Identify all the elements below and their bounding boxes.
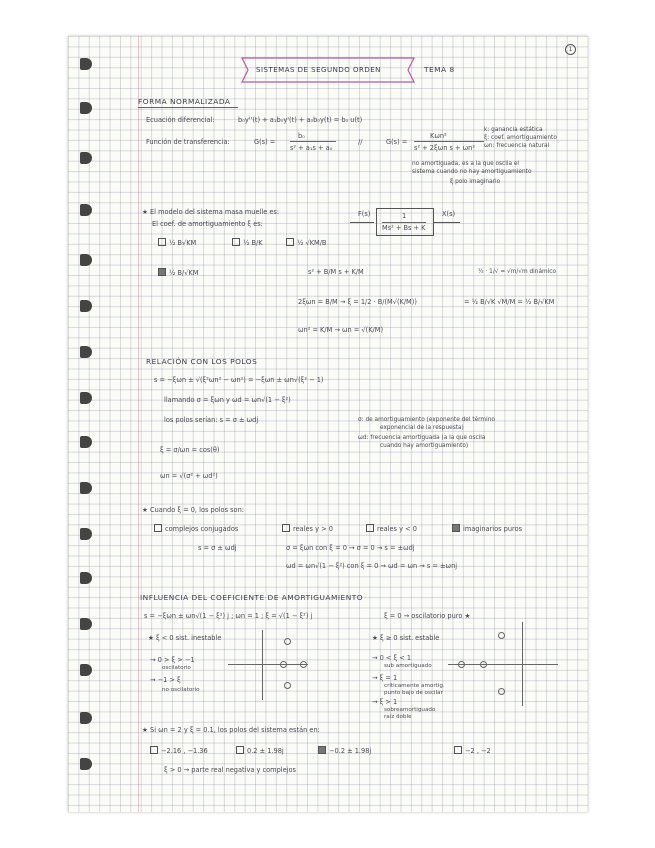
option3-d-label: −2 , −2 — [465, 747, 491, 755]
heading-forma-normalizada: FORMA NORMALIZADA — [138, 97, 231, 106]
binder-hole — [80, 102, 92, 114]
unstable-case-1: → 0 > ξ > −1 — [150, 656, 195, 664]
option-b-label: ½ B/K — [243, 239, 263, 247]
sigma-note-2: exponencial de la respuesta) — [380, 425, 464, 431]
topic-label: TEMA 8 — [424, 65, 455, 74]
option-a[interactable] — [158, 238, 196, 247]
block-numerator: 1 — [402, 212, 407, 220]
page-number: 1 — [565, 44, 576, 55]
fraction-bar — [382, 222, 426, 223]
option-c[interactable] — [286, 238, 326, 247]
option3-b-label: 0.2 ± 1.98j — [247, 747, 284, 755]
binder-hole — [80, 152, 92, 164]
checkbox[interactable] — [286, 238, 294, 246]
option-b[interactable] — [232, 238, 263, 247]
tf-numerator: b₀ — [298, 132, 305, 140]
stable-case-2-note-b: punto bajo de oscilar — [384, 690, 443, 696]
checkbox[interactable] — [154, 524, 162, 532]
heading-underline — [138, 107, 238, 108]
fraction-bar — [414, 141, 484, 142]
unstable-case-2-note: no oscilatorio — [162, 687, 200, 693]
sigma-note: σ: de amortiguamiento (exponente del término — [358, 417, 495, 423]
poles-formula: s = −ξωn ± √(ξ²ωn² − ωn²) = −ξωn ± ωn√(ξ² − 1) — [154, 376, 324, 384]
binder-hole — [80, 346, 92, 358]
binder-hole — [80, 482, 92, 494]
option2-c[interactable] — [366, 524, 417, 533]
block-input: F(s) — [358, 210, 371, 218]
checkbox-checked[interactable] — [318, 746, 326, 754]
option3-c-label: −0.2 ± 1.98j — [329, 747, 372, 755]
fraction-bar — [290, 141, 336, 142]
option2-b[interactable] — [282, 524, 333, 533]
binder-hole — [80, 618, 92, 630]
poles-definitions: llamando σ = ξωn y ωd = ωn√(1 − ξ²) — [164, 396, 291, 404]
pole-marker — [498, 688, 505, 695]
note-wn: ωn: frecuencia natural — [484, 143, 550, 149]
stable-case-3-note-b: raíz doble — [384, 714, 412, 720]
binder-hole — [80, 712, 92, 724]
binder-hole — [80, 436, 92, 448]
checkbox[interactable] — [236, 746, 244, 754]
option2-d[interactable] — [452, 524, 522, 533]
option2-c-label: reales y < 0 — [377, 525, 417, 533]
option2-a-label: complejos conjugados — [165, 525, 239, 533]
binder-hole — [80, 300, 92, 312]
block-denominator: Ms² + Bs + K — [382, 224, 426, 232]
option2-b-label: reales y > 0 — [293, 525, 333, 533]
checkbox-checked[interactable] — [158, 268, 166, 276]
option2-d-label: imaginarios puros — [463, 525, 523, 533]
wn-magnitude: ωn = √(σ² + ωd²) — [160, 472, 218, 480]
stable-case-3: → ξ > 1 — [372, 698, 398, 706]
option3-c[interactable] — [318, 746, 371, 755]
real-axis-left — [228, 664, 308, 665]
pole-marker — [498, 632, 505, 639]
poles-result: los polos serían: s = σ ± ωdj — [164, 416, 259, 424]
note-wn-3: sistema cuando no hay amortiguamiento — [412, 169, 532, 175]
question-2: ★ Cuando ξ = 0, los polos son: — [142, 506, 244, 514]
tf-lhs-2: G(s) = — [386, 138, 408, 146]
binder-hole — [80, 664, 92, 676]
eq-xi: 2ξωn = B/M → ξ = 1/2 · B/(M√(K/M)) — [298, 298, 417, 306]
option2-a[interactable] — [154, 524, 238, 533]
pole-marker — [284, 638, 291, 645]
checkbox[interactable] — [454, 746, 462, 754]
checkbox[interactable] — [232, 238, 240, 246]
xi-cos: ξ = σ/ωn = cos(θ) — [160, 446, 220, 454]
tf-separator: // — [358, 138, 363, 146]
stable-case-2: → ξ = 1 — [372, 674, 398, 682]
binder-hole — [80, 254, 92, 266]
binder-hole — [80, 204, 92, 216]
note-wn-4: ξ polo imaginario — [450, 179, 501, 185]
margin-line — [138, 36, 139, 812]
unstable-label: ★ ξ < 0 sist. inestable — [148, 634, 222, 642]
question-1: ★ El modelo del sistema masa muelle es: — [142, 208, 280, 216]
option-a-label: ½ B√KM — [169, 239, 197, 247]
page-title: SISTEMAS DE SEGUNDO ORDEN — [256, 66, 381, 74]
option3-b[interactable] — [236, 746, 284, 755]
checkbox[interactable] — [158, 238, 166, 246]
stable-case-1: → 0 < ξ < 1 — [372, 654, 412, 662]
eq-wn: ωn² = K/M → ωn = √(K/M) — [298, 326, 384, 334]
note-xi: ξ: coef. amortiguamiento — [484, 135, 557, 141]
stable-label: ★ ξ ≥ 0 sist. estable — [372, 634, 440, 642]
binder-hole — [80, 528, 92, 540]
eq-side-note: ½ · 1/√ = √m/√m dinámico — [478, 269, 557, 275]
block-output: X(s) — [442, 210, 456, 218]
binder-hole — [80, 392, 92, 404]
notebook-page — [68, 36, 588, 812]
option-d[interactable] — [158, 268, 198, 277]
tf2-numerator: Kωn² — [430, 132, 447, 140]
pole-marker — [280, 661, 287, 668]
option3-a-label: −2.16 , −1.36 — [161, 747, 208, 755]
tf-denominator: s² + a₁s + a₀ — [290, 144, 333, 152]
diffeq: b₀y''(t) + a₁b₀y'(t) + a₀b₀y(t) = b₀ u(t) — [238, 116, 363, 124]
binder-hole — [80, 572, 92, 584]
unstable-case-2: → −1 > ξ — [150, 676, 181, 684]
poles-recall: s = σ ± ωdj — [198, 544, 237, 552]
heading-influencia: INFLUENCIA DEL COEFICIENTE DE AMORTIGUAMIENTO — [140, 593, 364, 602]
wd-note: ωd: frecuencia amortiguada (a la que oscila — [358, 435, 486, 441]
imag-axis-left — [262, 630, 263, 700]
note-k: k: ganancia estática — [484, 127, 543, 133]
wd-zero: ωd = ωn√(1 − ξ²) con ξ = 0 → ωd = ωn → s = ±ωnj — [286, 562, 458, 570]
heading-relacion-polos: RELACIÓN CON LOS POLOS — [146, 357, 258, 366]
question-1b: El coef. de amortiguamiento ξ es: — [152, 220, 263, 228]
diffeq-label: Ecuación diferencial: — [146, 116, 215, 124]
wd-note-2: cuando hay amortiguamiento) — [380, 443, 469, 449]
output-arrow — [434, 222, 460, 223]
tf2-denominator: s² + 2ξωn s + ωn² — [414, 144, 475, 152]
binder-hole — [80, 758, 92, 770]
checkbox[interactable] — [366, 524, 374, 532]
pole-marker — [458, 661, 465, 668]
option-c-label: ½ √KM/B — [297, 239, 327, 247]
unstable-case-1-note: oscilatorio — [162, 665, 191, 671]
pole-marker — [284, 682, 291, 689]
sigma-zero: σ = ξωn con ξ = 0 → σ = 0 → s = ±ωdj — [286, 544, 415, 552]
checkbox[interactable] — [282, 524, 290, 532]
stable-case-2-note: críticamente amortig. — [384, 683, 445, 689]
eq-xi-result: = ½ B/√K √M/M = ½ B/√KM — [464, 298, 555, 306]
stable-case-3-note: sobreamortiguado — [384, 707, 436, 713]
option-d-label: ½ B/√KM — [169, 269, 199, 277]
answer-note: ξ > 0 → parte real negativa y complejos — [164, 766, 296, 774]
tf-lhs: G(s) = — [254, 138, 276, 146]
title-banner — [238, 54, 418, 86]
option3-a[interactable] — [150, 746, 208, 755]
option3-d[interactable] — [454, 746, 491, 755]
tf-label: Función de transferencia: — [146, 138, 230, 146]
stable-case-1-note: sub amortiguado — [384, 663, 432, 669]
checkbox[interactable] — [150, 746, 158, 754]
eq-normalized: s² + B/M s + K/M — [308, 268, 364, 276]
influence-formula: s = −ξωn ± ωn√(1 − ξ²) j ; ωn = 1 ; ξ = √(1 − ξ²) j — [144, 612, 313, 620]
binder-hole — [80, 58, 92, 70]
question-3: ★ Si ωn = 2 y ξ = 0.1, los polos del sistema están en: — [142, 726, 320, 734]
oscillatory-pure: ξ = 0 → oscilatorio puro ★ — [384, 612, 471, 620]
checkbox-checked[interactable] — [452, 524, 460, 532]
pole-marker — [300, 661, 307, 668]
pole-marker — [480, 661, 487, 668]
input-arrow — [350, 222, 374, 223]
note-wn-2: no amortiguada, es a la que oscila el — [412, 161, 520, 167]
